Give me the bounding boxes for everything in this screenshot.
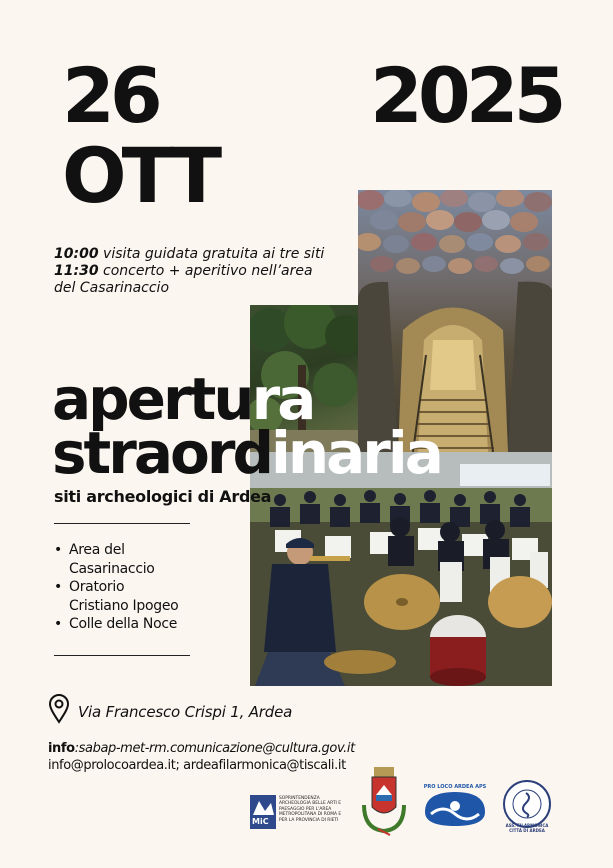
title-line-2-dark: straord [52, 419, 271, 487]
site-item [54, 615, 178, 634]
schedule-time-1: 10:00 [54, 246, 99, 262]
info-line-2[interactable]: info@prolocoardea.it; ardeafilarmonica@tiscali.it [48, 758, 346, 773]
title-line-2 [52, 419, 441, 487]
map-pin-icon [48, 694, 70, 724]
subtitle: siti archeologici di Ardea [54, 487, 272, 506]
date-day: 26 [62, 51, 158, 140]
info-line-1 [48, 740, 355, 757]
title-line-2-light: inaria [270, 419, 441, 487]
divider-top [54, 523, 190, 524]
title-line-1-dark: apertu [52, 365, 252, 433]
photo-band [250, 452, 552, 686]
proloco-logo [423, 784, 487, 828]
photo-tunnel [358, 190, 552, 452]
proloco-text: PRO LOCO ARDEA APS [423, 784, 487, 790]
divider-bottom [54, 655, 190, 656]
mic-mark: MiC [252, 817, 269, 826]
date-month: OTT [62, 131, 218, 220]
schedule [54, 246, 354, 297]
site-item [54, 578, 178, 615]
sites-list [54, 541, 178, 634]
address: Via Francesco Crispi 1, Ardea [78, 703, 293, 721]
info-label: info [48, 741, 75, 756]
schedule-line-3 [54, 280, 354, 297]
title-line-1-light: ra [251, 365, 314, 433]
filarmonica-logo [502, 779, 552, 833]
schedule-text-1: visita guidata gratuita ai tre siti [98, 246, 325, 262]
schedule-text-3: del Casarinaccio [54, 280, 170, 296]
filarmonica-text: ASS. FILARMONICA CITTÀ DI ARDEA [505, 823, 549, 833]
schedule-line-2 [54, 263, 354, 280]
date-year: 2025 [370, 51, 562, 140]
site-item-text: Casarinaccio [69, 560, 155, 577]
site-item [54, 541, 178, 578]
site-item-text: Area del [69, 542, 125, 558]
mic-logo [250, 795, 350, 829]
site-item-text: Colle della Noce [69, 616, 178, 632]
site-item-text: Cristiano Ipogeo [69, 597, 179, 614]
schedule-time-2: 11:30 [54, 263, 99, 279]
contact-info [48, 740, 355, 774]
mic-text: SOPRINTENDENZA ARCHEOLOGIA BELLE ARTI E PAESAGGIO PER L'AREA METROPOLITANA DI ROMA E PER LA PROVINCIA DI RIETI [279, 796, 342, 823]
schedule-text-2: concerto + aperitivo nell’area [98, 263, 313, 279]
info-email-1[interactable]: :sabap-met-rm.comunicazione@cultura.gov.it [74, 741, 355, 756]
schedule-line-1 [54, 246, 354, 263]
site-item-text: Oratorio [69, 579, 125, 595]
ardea-crest-logo [358, 765, 410, 837]
